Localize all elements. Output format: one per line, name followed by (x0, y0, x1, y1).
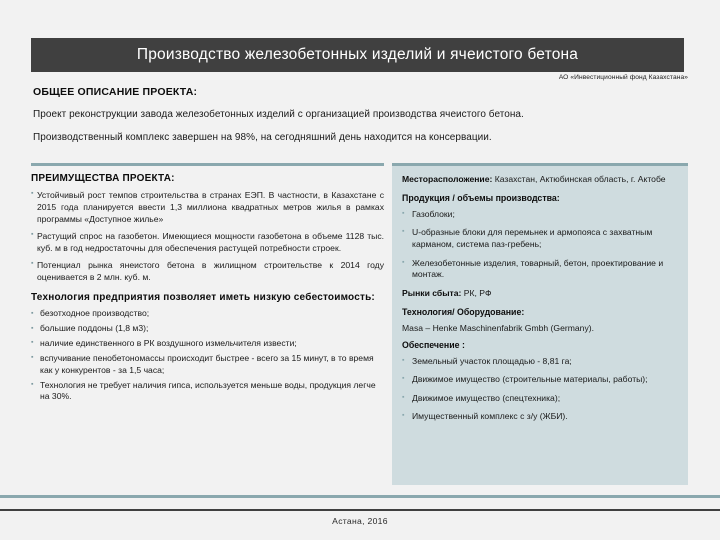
list-item-text: вспучивание пенобетономассы происходит быстрее - всего за 15 минут, в то время как у конкурентов - за 1,5 часа; (40, 352, 374, 375)
bullet-icon: ▪ (31, 324, 34, 332)
list-item (31, 230, 384, 254)
list-item-text: Земельный участок площадью - 8,81 га; (412, 355, 572, 366)
list-item-text: Технология не требует наличия гипса, используется меньше воды, продукция легче на 30%. (40, 379, 376, 402)
list-item (31, 323, 384, 335)
technology-cost-heading: Технология предприятия позволяет иметь низкую себестоимость: (31, 292, 375, 304)
list-item (402, 209, 678, 221)
bullet-icon: ▪ (31, 354, 34, 362)
bullet-icon: ▪ (402, 356, 405, 364)
list-item-text: большие поддоны (1,8 м3); (40, 323, 149, 334)
list-item-text: Газоблоки; (412, 208, 455, 219)
products-heading: Продукция / объемы производства: (402, 192, 560, 203)
list-item (402, 393, 678, 405)
location-row (402, 174, 678, 186)
provision-list (402, 356, 678, 423)
list-item (402, 258, 678, 281)
advantages-heading: ПРЕИМУЩЕСТВА ПРОЕКТА: (31, 173, 175, 184)
list-item (402, 411, 678, 423)
technology-equipment-heading: Технология/ Оборудование: (402, 306, 525, 317)
list-item (31, 353, 384, 377)
page-title: Производство железобетонных изделий и ячеистого бетона (136, 46, 579, 63)
list-item-text: Движимое имущество (спецтехника); (412, 392, 561, 403)
list-item (402, 356, 678, 368)
project-details-panel (392, 163, 688, 485)
technology-equipment-value: Masa – Henke Maschinenfabrik Gmbh (Germany). (402, 322, 594, 333)
footer-label: Астана, 2016 (332, 516, 388, 526)
list-item-text: Устойчивый рост темпов строительства в странах ЕЭП. В частности, в Казахстане с 2015 года планируется ввести 1,3 миллиона квадратных метров жилья в рамках программы «Доступное жилье» (37, 190, 384, 225)
technology-cost-list (31, 308, 384, 403)
bullet-icon: ▪ (402, 375, 405, 383)
list-item (31, 189, 384, 225)
title-banner (31, 38, 684, 72)
bullet-icon: ▪ (31, 260, 34, 268)
footer-accent-rule (0, 495, 720, 498)
bullet-icon: ▪ (402, 209, 405, 217)
general-description-paragraph-1: Проект реконструкции завода железобетонных изделий с организацией производства ячеистого бетона. (33, 109, 524, 120)
bullet-icon: ▪ (31, 231, 34, 239)
bullet-icon: ▪ (31, 309, 34, 317)
list-item-text: U-образные блоки для перемьнек и армопояса с захватным карманом, система паз-гребень; (412, 227, 653, 250)
list-item (31, 338, 384, 350)
bullet-icon: ▪ (402, 393, 405, 401)
location-value: Казахстан, Актюбинская область, г. Актобе (492, 174, 666, 184)
advantages-bullet-list (31, 189, 384, 283)
footer-dark-rule (0, 509, 720, 511)
list-item (402, 227, 678, 250)
list-item (402, 374, 678, 386)
bullet-icon: ▪ (402, 228, 405, 236)
general-description-heading: ОБЩЕЕ ОПИСАНИЕ ПРОЕКТА: (33, 86, 198, 98)
general-description-paragraph-2: Производственный комплекс завершен на 98%, на сегодняшний день находится на консервации. (33, 132, 492, 143)
markets-label: Рынки сбыта: (402, 287, 462, 298)
list-item-text: Имущественный комплекс с з/у (ЖБИ). (412, 411, 568, 422)
list-item-text: наличие единственного в РК воздушного измельчителя извести; (40, 337, 297, 348)
list-item-text: Потенциал рынка янеистого бетона в жилищном строительстве к 2014 году оценивается в 2 млн. куб. м. (37, 260, 384, 283)
bullet-icon: ▪ (31, 190, 34, 197)
list-item-text: Железобетонные изделия, товарный, бетон, проектирование и монтаж. (412, 257, 664, 280)
markets-value: РК, РФ (461, 287, 492, 298)
products-list (402, 209, 678, 281)
bullet-icon: ▪ (31, 339, 34, 347)
list-item-text: Растущий спрос на газобетон. Имеющиеся мощности газобетона в объеме 1128 тыс. куб. м в год недростаточны для обеспечения растущей потребности строек. (37, 231, 384, 254)
list-item-text: Движимое имущество (строительные материалы, работы); (412, 374, 648, 385)
location-label: Месторасположение: (402, 174, 493, 184)
markets-row (402, 288, 678, 300)
provision-heading: Обеспечение : (402, 339, 465, 350)
bullet-icon: ▪ (402, 258, 405, 266)
advantages-column (31, 163, 384, 406)
list-item (31, 259, 384, 283)
organization-label: АО «Инвестиционный фонд Казахстана» (558, 74, 688, 81)
list-item-text: безотходное производство; (40, 308, 150, 319)
list-item (31, 380, 384, 404)
bullet-icon: ▪ (402, 412, 405, 420)
list-item (31, 308, 384, 320)
bullet-icon: ▪ (31, 381, 34, 389)
